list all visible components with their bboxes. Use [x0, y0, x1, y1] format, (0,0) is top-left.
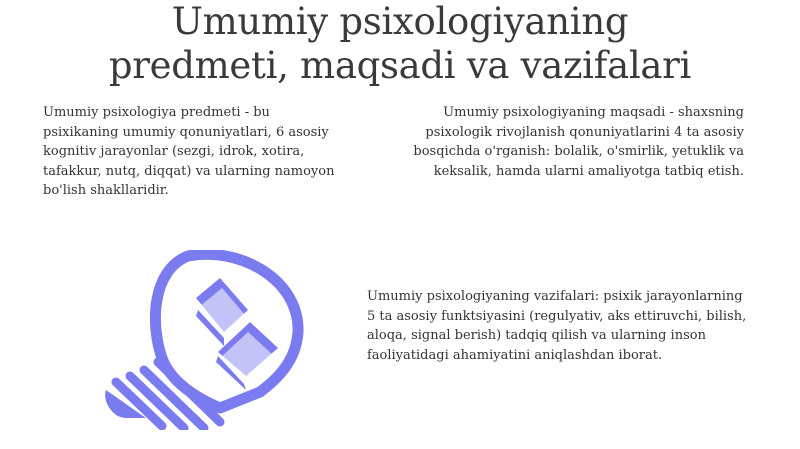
slide-title-line-2: predmeti, maqsadi va vazifalari: [108, 44, 692, 87]
slide-title-line-1: Umumiy psixologiyaning: [171, 0, 629, 43]
goal-paragraph: Umumiy psixologiyaning maqsadi - shaxsning psixologik rivojlanish qonuniyatlarini 4 ta asosiy bosqichda o'rganish: bolalik, o'smirlik, yetuklik va keksalik, hamda ularni amaliyotga tatbiq etish.: [413, 105, 744, 179]
slide-title: [0, 0, 800, 88]
subject-paragraph: Umumiy psixologiya predmeti - bu psixikaning umumiy qonuniyatlari, 6 asosiy kognitiv jarayonlar (sezgi, idrok, xotira, tafakkur, nutq, diqqat) va ularning namoyon bo'lish shakllaridir.: [43, 105, 335, 198]
lightbulb-book-icon: [100, 250, 310, 430]
tasks-paragraph: Umumiy psixologiyaning vazifalari: psixik jarayonlarning 5 ta asosiy funktsiyasini (regulyativ, aks ettiruvchi, bilish, aloqa, signal berish) tadqiq qilish va ularning inson faoliyatidagi ahamiyatini aniqlashdan iborat.: [367, 289, 747, 363]
